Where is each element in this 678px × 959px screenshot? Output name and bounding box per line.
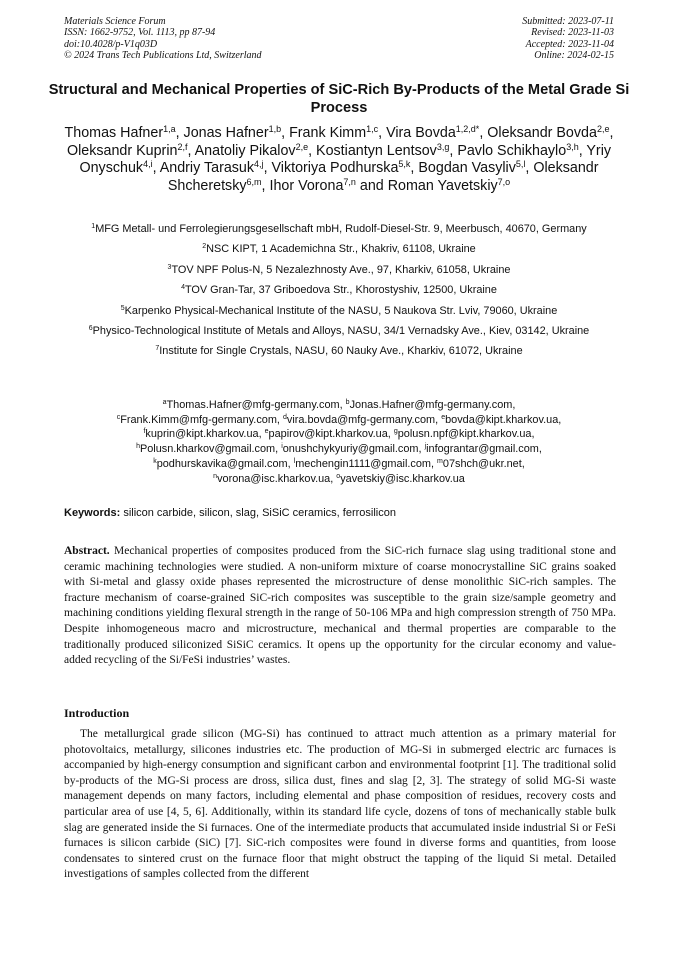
paper-title: Structural and Mechanical Properties of SiC-Rich By-Products of the Metal Grade Si Process (48, 82, 630, 116)
author-affiliation-marker: 2,e (596, 124, 610, 134)
affiliation (40, 344, 638, 358)
submission-date-line: Accepted: 2023-11-04 (525, 38, 614, 50)
email-address: Frank.Kimm@mfg-germany.com (120, 413, 277, 426)
affiliation (40, 222, 638, 236)
affiliation-text: Karpenko Physical-Mechanical Institute of the NASU, 5 Naukova Str. Lviv, 79060, Ukraine (124, 304, 558, 317)
email-marker: o (336, 472, 341, 480)
author-separator: , (152, 160, 160, 177)
email-list (40, 398, 638, 486)
keywords-text: silicon carbide, silicon, slag, SiSiC ceramics, ferrosilicon (123, 507, 396, 519)
email-address: papirov@kipt.kharkov.ua (268, 428, 388, 441)
email-address: polusn.npf@kipt.kharkov.ua (397, 428, 532, 441)
journal-info-line: ISSN: 1662-9752, Vol. 1113, pp 87-94 (64, 27, 216, 39)
abstract (64, 544, 616, 669)
journal-info-line: doi:10.4028/p-V1q03D (64, 38, 158, 50)
affiliation-number: 4 (181, 284, 185, 292)
affiliation-number: 2 (202, 243, 207, 251)
author-affiliation-marker: 1,a (163, 124, 176, 134)
email-address: Polusn.kharkov@gmail.com (139, 443, 276, 456)
author-name: Kostiantyn Lentsov (316, 142, 437, 159)
email-line: $^c$Frank.Kimm@mfg-germany.com, $^d$vira.bovda@mfg-germany.com, $^e$bovda@kipt.kharkov.ua, (116, 413, 562, 426)
affiliation-text: TOV Gran-Tar, 37 Griboedova Str., Khorostyshiv, 12500, Ukraine (184, 284, 497, 297)
author-name: Oleksandr Shcheretsky (167, 160, 599, 194)
author-separator: , (578, 142, 587, 159)
section-heading-introduction: Introduction (64, 706, 130, 720)
email-marker: n (213, 472, 218, 480)
submission-date-line: Submitted: 2023-07-11 (522, 16, 614, 27)
author-separator: , (261, 177, 270, 194)
author-separator: , (525, 160, 534, 177)
journal-info-line: Materials Science Forum (64, 16, 166, 27)
author-separator: , (410, 160, 419, 177)
author-affiliation-marker: 1,c (366, 124, 379, 134)
submission-date-line: Online: 2024-02-15 (534, 50, 614, 62)
author-affiliation-marker: 1,b (268, 124, 282, 134)
affiliation (40, 304, 638, 318)
email-marker: l (293, 457, 296, 465)
author-affiliation-marker: 2,f (177, 141, 188, 152)
keywords-label: Keywords: (64, 507, 121, 519)
affiliation-number: 7 (155, 345, 160, 353)
abstract-text: Mechanical properties of composites produced from the SiC-rich furnace slag using traditional stone and ceramic machining technologies were studied. A non-uniform mixture of coarse monocrystalline SiC grains soaked with Si-metal and glassy oxide phases represented the microstructure of dense monolithic SiC-rich samples. The fracture mechanism of coarse-grained SiC-rich composites was susceptible to the grain size/sample geometry and machining conditions yielding flexural strength in the range of 50-106 MPa and high compression strength of 750 MPa. Despite inhomogeneous macro and microstructure, mechanical and thermal properties are comparable to the traditionally produced siliconized SiSiC ceramics. It opens up the opportunity for the circular economy and value-added recycling of the Si/FeSi industries’ wastes. (64, 545, 616, 667)
email-line: $^n$vorona@isc.kharkov.ua, $^o$yavetskiy@isc.kharkov.ua (213, 472, 465, 485)
email-line: $^f$kuprin@kipt.kharkov.ua, $^e$papirov@kipt.kharkov.ua, $^g$polusn.npf@kipt.kharkov.ua, (143, 428, 535, 441)
affiliation-text: Institute for Single Crystals, NASU, 60 Nauky Ave., Kharkiv, 61072, Ukraine (159, 345, 523, 358)
author-separator: , (263, 160, 272, 177)
email-marker: i (281, 443, 283, 451)
email-marker: g (393, 428, 398, 436)
email-address: vorona@isc.kharkov.ua (217, 472, 331, 485)
email-address: Jonas.Hafner@mfg-germany.com (349, 399, 513, 411)
email-line: $^a$Thomas.Hafner@mfg-germany.com, $^b$Jonas.Hafner@mfg-germany.com, (162, 399, 516, 411)
author-name: Bogdan Vasyliv (418, 160, 516, 177)
affiliation-number: 3 (167, 263, 172, 271)
abstract-label: Abstract. (64, 545, 110, 557)
author-separator: , (308, 142, 317, 159)
affiliation-number: 6 (88, 325, 93, 333)
affiliation (40, 263, 638, 277)
email-marker: b (345, 399, 350, 406)
author-name: Thomas Hafner (64, 125, 164, 141)
email-marker: m (437, 457, 443, 465)
author-name: Roman Yavetskiy (387, 177, 498, 194)
email-address: 07shch@ukr.net (442, 457, 522, 470)
affiliation-number: 5 (120, 304, 125, 312)
author-name: Yriy Onyschuk (79, 142, 612, 177)
email-address: onushchykyuriy@gmail.com (282, 443, 419, 456)
affiliation-text: NSC KIPT, 1 Academichna Str., Khakriv, 61108, Ukraine (206, 243, 476, 256)
journal-info (64, 16, 262, 62)
affiliation-text: TOV NPF Polus-N, 5 Nezalezhnosty Ave., 97, Kharkiv, 61058, Ukraine (171, 263, 511, 276)
author-affiliation-marker: 7,n (343, 176, 356, 187)
email-marker: e (441, 413, 446, 421)
author-separator: , (281, 125, 290, 141)
email-marker: a (162, 399, 167, 406)
author-separator: , (378, 125, 387, 141)
email-address: yavetskiy@isc.kharkov.ua (340, 472, 465, 485)
email-marker: j (424, 443, 427, 451)
email-marker: e (264, 428, 269, 436)
author-name: Oleksandr Bovda (487, 125, 597, 141)
journal-info-line: © 2024 Trans Tech Publications Ltd, Switzerland (64, 50, 262, 62)
author-separator: , (175, 125, 184, 141)
email-line: $^h$Polusn.kharkov@gmail.com, $^i$onushchykyuriy@gmail.com, $^j$infograntar@gmail.com, (136, 443, 542, 456)
author-name: Oleksandr Kuprin (66, 142, 178, 159)
email-marker: d (282, 413, 287, 421)
affiliation (40, 242, 638, 256)
author-separator: , (479, 125, 488, 141)
affiliation-list (40, 222, 638, 365)
affiliation-text: MFG Metall- und Ferrolegierungsgesellschaft mbH, Rudolf-Diesel-Str. 9, Meerbusch, 40670, Germany (95, 223, 587, 235)
affiliation-number: 1 (91, 223, 96, 230)
author-affiliation-marker: 3,h (566, 141, 579, 152)
author-affiliation-marker: 5,l (515, 159, 526, 170)
affiliation-text: Physico-Technological Institute of Metals and Alloys, NASU, 34/1 Vernadsky Ave., Kiev, 03142, Ukraine (92, 325, 590, 338)
author-name: Ihor Vorona (269, 177, 344, 194)
author-separator: , (609, 125, 614, 141)
author-affiliation-marker: 4,j (254, 159, 264, 170)
author-affiliation-marker: 7,o (497, 176, 511, 187)
email-address: Thomas.Hafner@mfg-germany.com (166, 399, 340, 411)
author-affiliation-marker: 4,i (143, 159, 153, 170)
author-name: Pavlo Schikhaylo (457, 142, 567, 159)
author-list (40, 125, 638, 195)
email-line: $^k$podhurskavika@gmail.com, $^l$mechengin1111@gmail.com, $^m$07shch@ukr.net, (153, 457, 525, 470)
author-affiliation-marker: 6,m (246, 176, 262, 187)
author-separator: and (355, 177, 388, 194)
author-separator: , (449, 142, 458, 159)
email-address: kuprin@kipt.kharkov.ua (145, 428, 259, 441)
email-marker: k (153, 457, 157, 465)
author-separator: , (187, 142, 195, 159)
submission-date-line: Revised: 2023-11-03 (531, 27, 614, 39)
keywords (64, 506, 624, 520)
submission-dates (522, 16, 614, 62)
email-address: vira.bovda@mfg-germany.com (286, 413, 436, 426)
email-address: podhurskavika@gmail.com (156, 457, 288, 470)
affiliation (40, 324, 638, 338)
author-affiliation-marker: 3,g (436, 141, 450, 152)
email-marker: h (136, 443, 140, 451)
email-address: infograntar@gmail.com (426, 443, 539, 456)
email-address: bovda@kipt.kharkov.ua (445, 413, 559, 426)
email-marker: f (143, 428, 146, 436)
author-name: Frank Kimm (289, 125, 367, 141)
author-name: Anatoliy Pikalov (194, 142, 296, 159)
author-name: Viktoriya Podhurska (271, 160, 399, 177)
author-affiliation-marker: 2,e (295, 141, 309, 152)
author-affiliation-marker: 1,2,d* (455, 124, 480, 134)
email-address: mechengin1111@gmail.com (295, 457, 431, 470)
author-name: Jonas Hafner (183, 125, 269, 141)
author-name: Andriy Tarasuk (159, 160, 255, 177)
author-affiliation-marker: 5,k (398, 159, 411, 170)
email-marker: c (116, 413, 121, 421)
author-name: Vira Bovda (386, 125, 456, 141)
introduction-paragraph: The metallurgical grade silicon (MG-Si) has continued to attract much attention as a primary material for photovoltaics, metallurgy, silicones industries etc. The production of MG-Si in submerged electric arc furnaces is accompanied by high-energy consumption and significant carbon and environmental footprint [1]. The traditional solid by-products of the MG-Si process are dross, silica dust, fines and slag [2, 3]. The strategy of solid MG-Si waste management depends on many factors, including elemental and phase composition of residues, recovery costs and particular area of use [4, 5, 6]. Additionally, within its standard life cycle, dozens of tons of mechanically stable bulk slag are generated inside the Si furnaces. One of the intermediate products that accumulated inside industrial Si or FeSi furnaces is silicon carbide (SiC) [7]. SiC-rich composites were found in diverse forms and quantities, from loose condensates to sintered crust on the furnace floor that might obstruct the tapping of the liquid Si metal. Detailed investigations of samples collected from the different (64, 728, 616, 881)
affiliation (40, 283, 638, 297)
